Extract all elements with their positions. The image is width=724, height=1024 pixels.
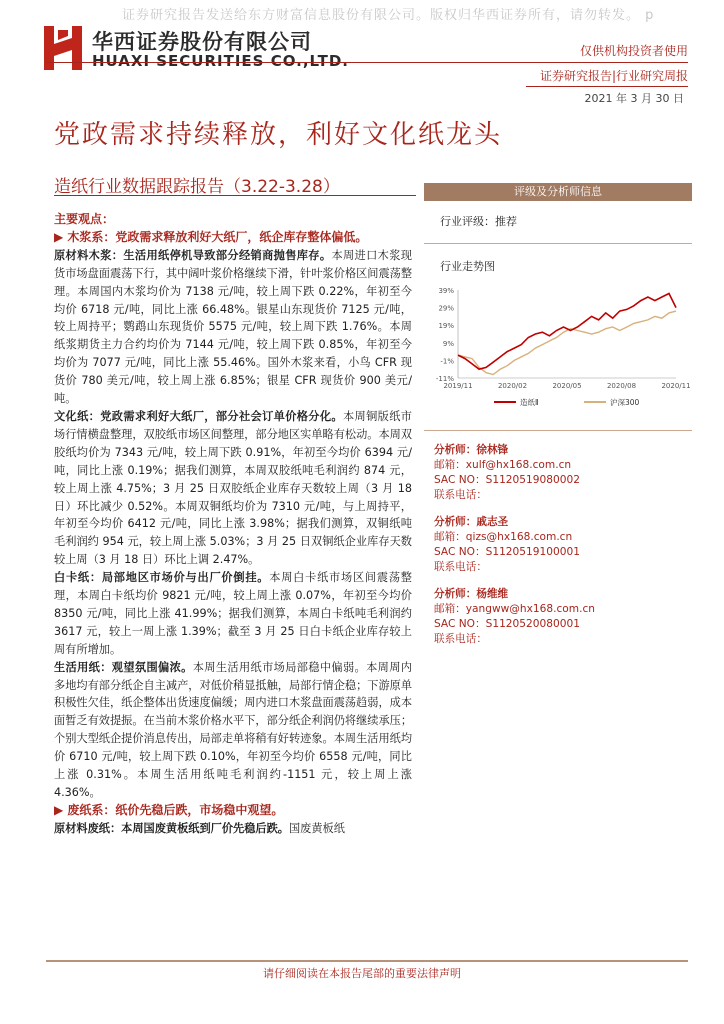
y-tick-label: -1% bbox=[440, 357, 454, 366]
legal-disclaimer-note: 请仔细阅读在本报告尾部的重要法律声明 bbox=[263, 967, 461, 980]
x-tick-label: 2019/11 bbox=[443, 382, 473, 390]
trend-chart-title: 行业走势图 bbox=[440, 260, 495, 273]
paragraph-body: 本周铜版纸市场行情横盘整理，双胶纸市场区间整理，部分地区实单略有松动。本周双胶纸均价为 7343 元/吨，较上周下跌 0.91%，年初至今均价 6394 元/吨，同比上涨 0.19%；据我们测算，本周双胶纸吨毛利润约 874 元，较上周上涨 4.75%；3 月 25 日双胶纸企业库存天数较上周（3 月 18 日）环比减少 0.52%。本周双铜纸均价为 7310 元/吨，与上周持平，年初至今均价 6412 元/吨，同比上涨 3.98%；据我们测算，双铜纸吨毛利润约 954 元，较上周上涨 5.03%；3 月 25 日双铜纸企业库存天数较上周（3 月 18 日）环比上调 2.47%。 bbox=[54, 409, 413, 567]
report-subtitle: 造纸行业数据跟踪报告（3.22-3.28） bbox=[54, 177, 340, 197]
paragraph-body: 本周白卡纸市场区间震荡整理，本周白卡纸均价 9821 元/吨，较上周上涨 0.07%，年初至今均价 8350 元/吨，同比上涨 41.99%；据我们测算，本周白卡纸吨毛利润约 3617 元，较上一周上涨 1.39%；截至 3 月 25 日白卡纸企业库存较上周有所增加。 bbox=[54, 571, 412, 656]
y-tick-label: -11% bbox=[435, 375, 454, 383]
analyst-phone: 联系电话： bbox=[434, 561, 487, 573]
paragraph-body: 本周进口木浆现货市场盘面震荡下行，其中阔叶浆价格继续下滑，针叶浆价格区间震荡整理。本周国内木浆均价为 7138 元/吨，较上周下跌 0.22%，年初至今均价 6718 元/吨，同比上涨 66.48%。银星山东现货价 7125 元/吨，较上周持平；鹦鹉山东现货价 5575 元/吨，较上周下跌 1.76%。本周纸浆期货主力合约均价为 7144 元/吨，较上周下跌 0.85%，年初至今均价为 7077 元/吨，同比上涨 55.46%。国外木浆来看，小鸟 CFR 现货价 780 美元/吨，较上周上涨 6.85%；银星 CFR 现货价 900 美元/吨。 bbox=[54, 248, 413, 406]
x-tick-label: 2020/08 bbox=[606, 382, 637, 390]
analyst-card bbox=[424, 575, 692, 647]
x-tick-label: 2020/05 bbox=[552, 382, 582, 390]
footer-divider bbox=[46, 960, 688, 962]
main-content bbox=[54, 211, 412, 838]
y-tick-label: 39% bbox=[438, 287, 454, 295]
analyst-sac: SAC NO：S1120520080001 bbox=[434, 618, 580, 630]
paragraph-lead: 文化纸：党政需求利好大纸厂，部分社会订单价格分化。 bbox=[54, 409, 343, 423]
analyst-phone: 联系电话： bbox=[434, 633, 487, 645]
trend-chart-svg bbox=[424, 280, 692, 410]
analyst-card bbox=[424, 431, 692, 503]
paragraph-lead: 白卡纸：局部地区市场价与出厂价倒挂。 bbox=[54, 571, 270, 585]
analyst-email[interactable]: 邮箱：qizs@hx168.com.cn bbox=[434, 531, 573, 543]
y-tick-label: 19% bbox=[438, 322, 454, 331]
analyst-sac: SAC NO：S1120519100001 bbox=[434, 546, 580, 558]
section-heading-waste-paper: ▶ 废纸系：纸价先稳后跌，市场稳中观望。 bbox=[54, 802, 284, 817]
analyst-card bbox=[424, 503, 692, 575]
report-type: 证券研究报告|行业研究周报 bbox=[539, 69, 688, 83]
paragraph-lead: 原材料木浆：生活用纸停机导致部分经销商抛售库存。 bbox=[54, 248, 332, 262]
analyst-name: 分析师：杨维维 bbox=[434, 588, 509, 600]
sidebar bbox=[424, 183, 692, 647]
section-heading-pulp: ▶ 木浆系：党政需求释放利好大纸厂，纸企库存整体偏低。 bbox=[54, 229, 368, 244]
y-tick-label: 9% bbox=[442, 339, 454, 348]
key-points-heading: 主要观点： bbox=[54, 212, 115, 226]
x-tick-label: 2020/02 bbox=[497, 382, 528, 390]
brand-name-en: HUAXI SECURITIES CO.,LTD. bbox=[92, 52, 349, 70]
sidebar-header: 评级及分析师信息 bbox=[424, 183, 692, 201]
analyst-name: 分析师：戚志圣 bbox=[434, 516, 509, 528]
paragraph-body: 国废黄板纸 bbox=[288, 821, 345, 835]
series-line-paper bbox=[458, 294, 676, 370]
paragraph-lead: 原材料废纸：本周国废黄板纸到厂价先稳后跌。 bbox=[54, 821, 289, 835]
y-tick-label: 29% bbox=[438, 304, 454, 313]
watermark: 证券研究报告发送给东方财富信息股份有限公司。版权归华西证券所有，请勿转发。 p bbox=[122, 8, 655, 23]
paragraph-culture-paper bbox=[54, 408, 412, 569]
brand-name-cn: 华西证券股份有限公司 bbox=[92, 30, 312, 54]
analyst-phone: 联系电话： bbox=[434, 489, 487, 501]
header-divider bbox=[46, 62, 688, 63]
legend-label: 沪深300 bbox=[610, 398, 640, 407]
paragraph-lead: 生活用纸：观望氛围偏浓。 bbox=[54, 660, 193, 674]
analyst-list bbox=[424, 431, 692, 647]
analyst-sac: SAC NO：S1120519080002 bbox=[434, 474, 580, 486]
x-tick-label: 2020/11 bbox=[661, 382, 691, 390]
paragraph-white-card bbox=[54, 569, 412, 659]
report-date: 2021 年 3 月 30 日 bbox=[584, 92, 684, 105]
industry-rating: 行业评级：推荐 bbox=[424, 201, 692, 244]
paragraph-tissue bbox=[54, 659, 412, 802]
subtitle-divider bbox=[54, 195, 416, 196]
trend-chart bbox=[424, 280, 692, 431]
analyst-email[interactable]: 邮箱：xulf@hx168.com.cn bbox=[434, 459, 572, 471]
report-title: 党政需求持续释放，利好文化纸龙头 bbox=[54, 120, 503, 150]
paragraph-waste-paper bbox=[54, 820, 412, 838]
paragraph-body: 本周生活用纸市场局部稳中偏弱。本周周内多地均有部分纸企自主减产，对低价稍显抵触，局部行情企稳；下游原单积极性欠佳，纸企整体出货速度偏缓；周内进口木浆盘面震荡趋弱，成本面暂乏有效提振。在当前木浆价格水平下，部分纸企利润仍将继续承压；个别大型纸企提价消息传出，局部走单将稍有好转迹象。本周生活用纸均价 6710 元/吨，较上周下跌 0.10%，年初至今均价 6558 元/吨，同比上涨 0.31%。本周生活用纸吨毛利润约-1151 元，较上周上涨 4.36%。 bbox=[54, 660, 413, 799]
huaxi-logo-icon bbox=[44, 26, 82, 70]
legend-label: 造纸Ⅱ bbox=[520, 398, 539, 407]
analyst-name: 分析师：徐林锋 bbox=[434, 444, 509, 456]
header-divider-2 bbox=[526, 86, 688, 87]
analyst-email[interactable]: 邮箱：yangww@hx168.com.cn bbox=[434, 603, 596, 615]
audience-note: 仅供机构投资者使用 bbox=[579, 44, 688, 58]
paragraph-pulp bbox=[54, 247, 412, 408]
